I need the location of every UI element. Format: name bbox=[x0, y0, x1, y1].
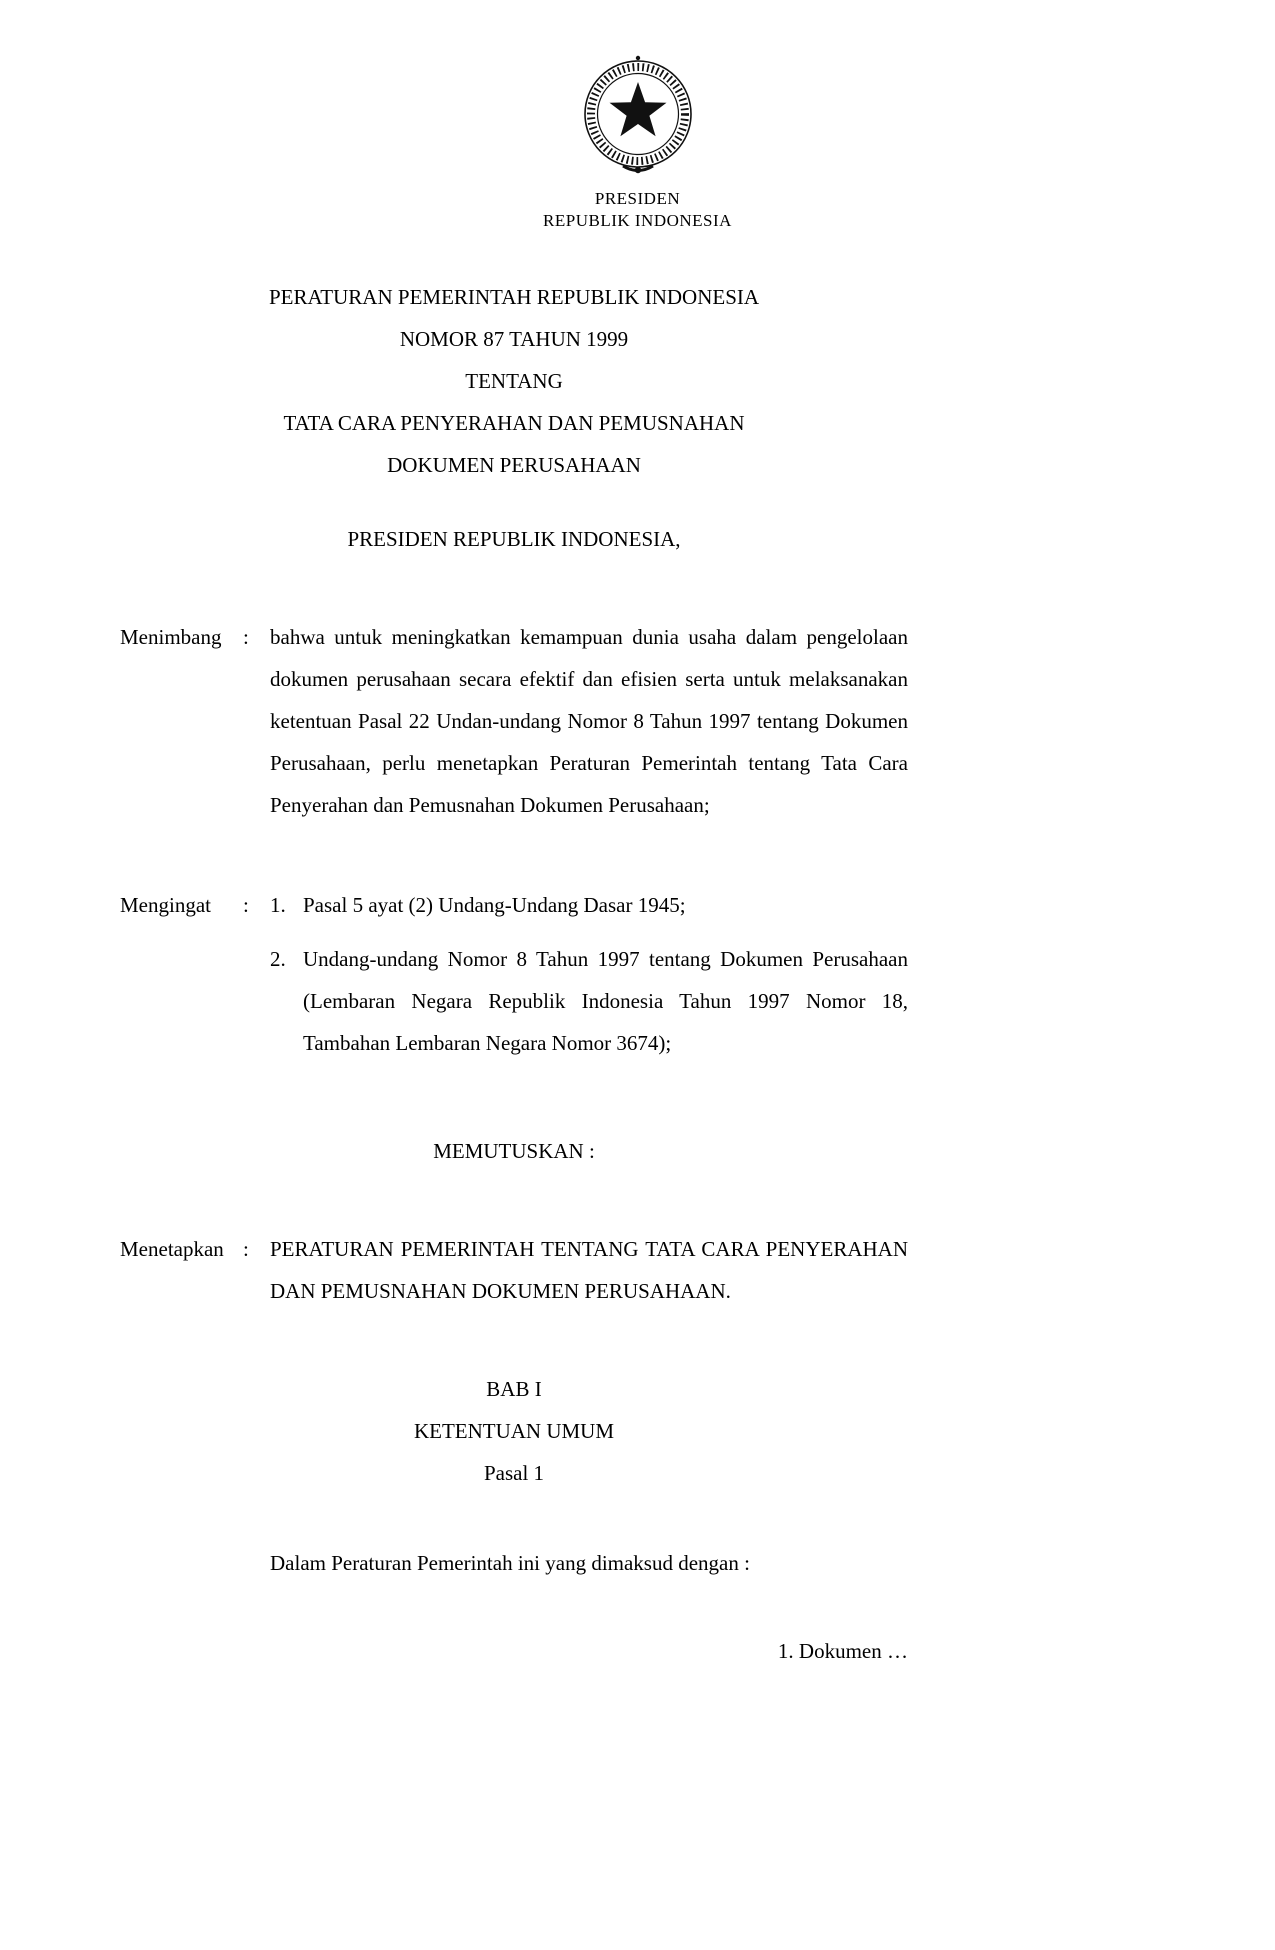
mengingat-item-1-text: Pasal 5 ayat (2) Undang-Undang Dasar 1945; bbox=[303, 893, 686, 917]
letterhead bbox=[0, 0, 1275, 232]
mengingat-item-1 bbox=[270, 884, 908, 926]
bab-title: KETENTUAN UMUM bbox=[413, 1419, 615, 1443]
mengingat-item-1-number: 1. bbox=[270, 893, 286, 917]
page-catchword: 1. Dokumen … bbox=[777, 1639, 908, 1663]
doc-title-line3: TENTANG bbox=[465, 369, 563, 393]
mengingat-item-2-text: Undang-undang Nomor 8 Tahun 1997 tentang Dokumen Perusahaan (Lembaran Negara Republik Indonesia Tahun 1997 Nomor 18, Tambahan Lembaran Negara Nomor 3674); bbox=[303, 947, 908, 1055]
mengingat-item-2 bbox=[270, 938, 908, 1064]
salutation: PRESIDEN REPUBLIK INDONESIA, bbox=[347, 527, 681, 551]
menetapkan-clause bbox=[120, 1228, 908, 1312]
document-title bbox=[120, 276, 908, 486]
bab-number: BAB I bbox=[486, 1377, 542, 1401]
letterhead-republik-indonesia: REPUBLIK INDONESIA bbox=[543, 211, 732, 230]
menimbang-label: Menimbang bbox=[120, 625, 222, 649]
doc-title-line4: TATA CARA PENYERAHAN DAN PEMUSNAHAN bbox=[283, 411, 745, 435]
doc-title-line2: NOMOR 87 TAHUN 1999 bbox=[399, 327, 629, 351]
menetapkan-label: Menetapkan bbox=[120, 1237, 224, 1261]
pasal-heading: Pasal 1 bbox=[483, 1461, 545, 1485]
mengingat-item-2-number: 2. bbox=[270, 947, 286, 971]
mengingat-clause bbox=[120, 884, 908, 1076]
mengingat-colon: : bbox=[243, 893, 249, 917]
menetapkan-colon: : bbox=[243, 1237, 249, 1261]
menimbang-colon: : bbox=[243, 625, 249, 649]
memutuskan-heading: MEMUTUSKAN : bbox=[433, 1139, 595, 1163]
pasal1-intro: Dalam Peraturan Pemerintah ini yang dimaksud dengan : bbox=[270, 1551, 750, 1575]
bab-heading-block bbox=[120, 1368, 908, 1494]
letterhead-presiden: PRESIDEN bbox=[594, 189, 681, 208]
doc-title-line5: DOKUMEN PERUSAHAAN bbox=[387, 453, 641, 477]
menetapkan-text: PERATURAN PEMERINTAH TENTANG TATA CARA PENYERAHAN DAN PEMUSNAHAN DOKUMEN PERUSAHAAN. bbox=[270, 1237, 908, 1303]
doc-title-line1: PERATURAN PEMERINTAH REPUBLIK INDONESIA bbox=[268, 285, 760, 309]
menimbang-clause bbox=[120, 616, 908, 826]
presidential-seal-icon bbox=[573, 50, 703, 182]
mengingat-label: Mengingat bbox=[120, 893, 211, 917]
menimbang-text: bahwa untuk meningkatkan kemampuan dunia usaha dalam pengelolaan dokumen perusahaan secara efektif dan efisien serta untuk melaksanakan ketentuan Pasal 22 Undan-undang Nomor 8 Tahun 1997 tentang Dokumen Perusahaan, perlu menetapkan Peraturan Pemerintah tentang Tata Cara Penyerahan dan Pemusnahan Dokumen Perusahaan; bbox=[270, 625, 908, 817]
